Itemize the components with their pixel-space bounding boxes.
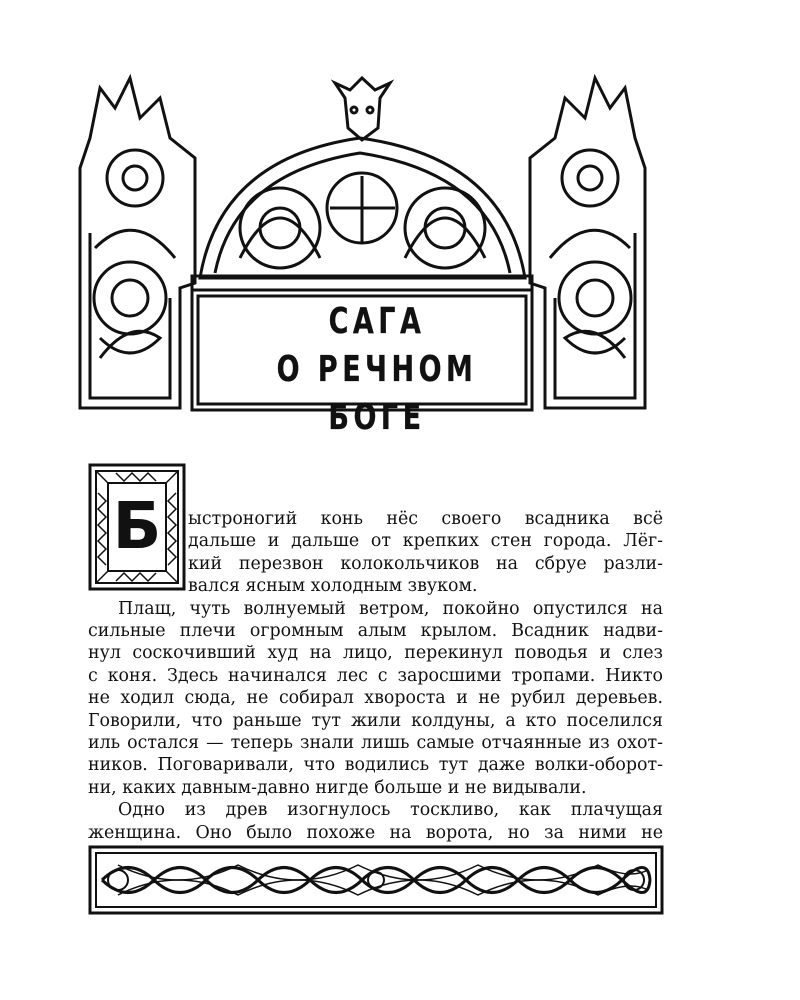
text-line: ыстроногий конь нёс своего всадника всё [188,509,663,529]
text-line: кий перезвон колокольчиков на сбруе разли- [188,553,663,574]
text-line: сильные плечи огромным алым крылом. Всадник надви- [88,621,663,642]
text-line: ников. Поговаривали, что водились тут даже волки-оборот- [88,755,663,776]
text-line: женщина. Оно было похоже на ворота, но за ними не [88,822,663,843]
text-line: с коня. Здесь начинался лес с заросшими тропами. Никто [88,665,663,686]
title-panel [192,290,562,438]
paragraph-1 [88,508,663,598]
text-line: Плащ, чуть волнуемый ветром, покойно опустился на [118,598,663,619]
text-line: Одно из древ изогнулось тоскливо, как плачущая [118,800,663,821]
text-line: не ходил сюда, не собирал хвороста и не рубил деревьев. [88,688,663,709]
title-line-2: О РЕЧНОМ БОГЕ [276,349,478,438]
text-line: вался ясным холодным звуком. [188,576,478,597]
text-line: дальше и дальше от крепких стен города. Лёг- [188,531,663,552]
text-line: нул соскочивший худ на лицо, перекинул поводья и слез [88,643,663,664]
text-line: Говорили, что раньше тут жили колдуны, а кто поселился [88,710,663,731]
paragraph-2 [88,598,663,800]
body-text [88,508,663,844]
dropcap-letter: Б [112,490,162,564]
text-line: ни, каких давным-давно нигде больше и не видывали. [88,777,587,798]
knotwork-border-icon [88,845,664,915]
paragraph-3 [88,799,663,844]
title-line-1: САГА [328,301,426,342]
text-line: иль остался — теперь знали лишь самые отчаянные из охот- [88,733,663,754]
